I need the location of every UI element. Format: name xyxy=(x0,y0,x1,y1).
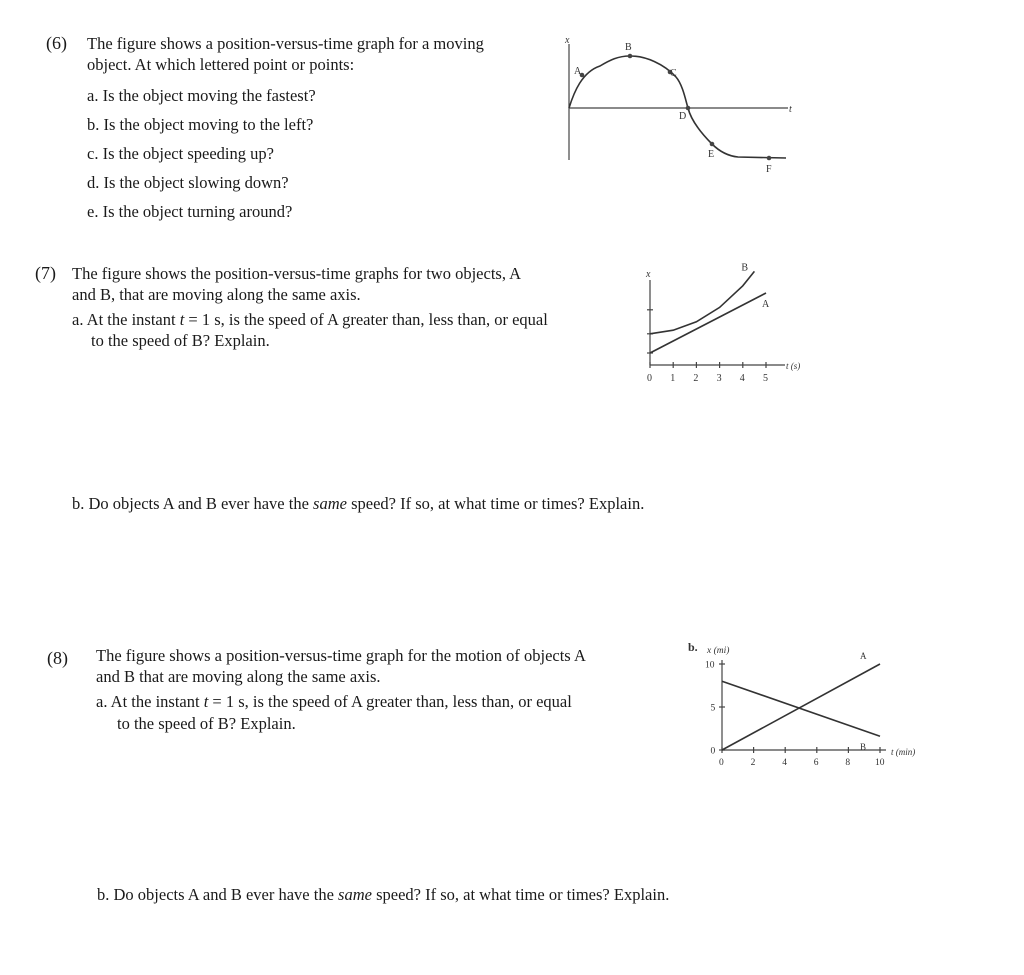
y-axis-label: x xyxy=(646,269,651,280)
x-tick-label: 0 xyxy=(719,758,724,768)
x-tick-label: 1 xyxy=(670,373,676,384)
question-number: (8) xyxy=(47,648,68,668)
x-axis-label: t (s) xyxy=(786,361,801,371)
x-axis-label: t xyxy=(789,104,792,115)
y-axis-label: x xyxy=(565,35,570,46)
x-tick-label: 8 xyxy=(845,758,851,768)
text-segment: a. At the instant xyxy=(72,310,180,329)
series-label: B xyxy=(741,262,749,274)
point-b-marker xyxy=(628,54,633,59)
x-axis-label: t (min) xyxy=(891,747,916,757)
emphasis: same xyxy=(313,494,347,513)
point-label: F xyxy=(766,164,772,175)
text-segment: a. At the instant xyxy=(96,692,204,711)
q7-chart xyxy=(638,262,818,395)
y-tick-label: 0 xyxy=(710,746,716,757)
series-a-line xyxy=(650,293,766,353)
panel-label: b. xyxy=(688,640,698,654)
y-tick-label: 10 xyxy=(705,660,715,671)
point-label: D xyxy=(679,111,687,122)
question-part-b xyxy=(97,884,669,906)
point-f-marker xyxy=(767,156,772,161)
series-a-line xyxy=(722,664,880,753)
y-tick-label: 5 xyxy=(710,703,716,714)
q8-chart xyxy=(686,638,946,778)
x-tick-label: 2 xyxy=(750,758,756,768)
text-segment: speed? If so, at what time or times? Explain. xyxy=(371,885,670,904)
question-stem-line: and B, that are moving along the same axis. xyxy=(72,285,361,304)
x-tick-label: 3 xyxy=(716,373,722,384)
question-part: b. Is the object moving to the left? xyxy=(87,115,314,134)
series-label: A xyxy=(762,299,770,310)
question-part-a-line xyxy=(72,309,548,331)
question-part-a-line: to the speed of B? Explain. xyxy=(91,331,270,350)
question-part-b xyxy=(72,493,644,515)
question-part: a. Is the object moving the fastest? xyxy=(87,86,316,105)
q6-position-time-graph xyxy=(560,32,820,182)
variable-t: t xyxy=(179,310,185,329)
series-label: B xyxy=(860,742,867,753)
question-stem-line: The figure shows the position-versus-time graphs for two objects, A xyxy=(72,264,522,283)
point-label: C xyxy=(670,68,677,79)
question-stem-line: object. At which lettered point or points: xyxy=(87,55,355,74)
point-label: B xyxy=(625,42,632,53)
point-e-marker xyxy=(710,142,715,147)
x-tick-label: 6 xyxy=(813,758,819,768)
y-axis-label: x (mi) xyxy=(707,646,730,656)
text-segment: speed? If so, at what time or times? Explain. xyxy=(346,494,645,513)
series-b-line xyxy=(722,681,880,736)
question-part-a-line xyxy=(96,691,572,713)
series-b-line xyxy=(650,271,754,333)
text-segment: = 1 s, is the speed of A greater than, less than, or equal xyxy=(208,692,572,711)
question-stem-line: and B that are moving along the same axis. xyxy=(96,667,381,686)
x-tick-label: 5 xyxy=(763,373,768,384)
x-tick-label: 4 xyxy=(782,758,787,768)
x-tick-label: 4 xyxy=(739,373,745,384)
x-tick-label: 0 xyxy=(647,373,652,384)
question-part: d. Is the object slowing down? xyxy=(87,173,289,192)
point-d-marker xyxy=(686,106,691,111)
position-curve xyxy=(569,56,786,158)
x-tick-label: 10 xyxy=(875,758,885,768)
question-number: (7) xyxy=(35,263,56,283)
text-segment: = 1 s, is the speed of A greater than, less than, or equal xyxy=(184,310,548,329)
x-tick-label: 2 xyxy=(693,373,699,384)
point-label: E xyxy=(708,149,715,160)
emphasis: same xyxy=(338,885,372,904)
question-number: (6) xyxy=(46,33,67,53)
question-stem-line: The figure shows a position-versus-time graph for the motion of objects A xyxy=(96,646,586,665)
question-part: c. Is the object speeding up? xyxy=(87,144,274,163)
text-segment: b. Do objects A and B ever have the xyxy=(97,885,339,904)
question-part: e. Is the object turning around? xyxy=(87,202,293,221)
question-stem-line: The figure shows a position-versus-time graph for a moving xyxy=(87,34,484,53)
question-part-a-line: to the speed of B? Explain. xyxy=(117,714,296,733)
variable-t: t xyxy=(203,692,209,711)
series-label: A xyxy=(860,651,867,661)
point-label: A xyxy=(574,66,582,77)
text-segment: b. Do objects A and B ever have the xyxy=(72,494,314,513)
